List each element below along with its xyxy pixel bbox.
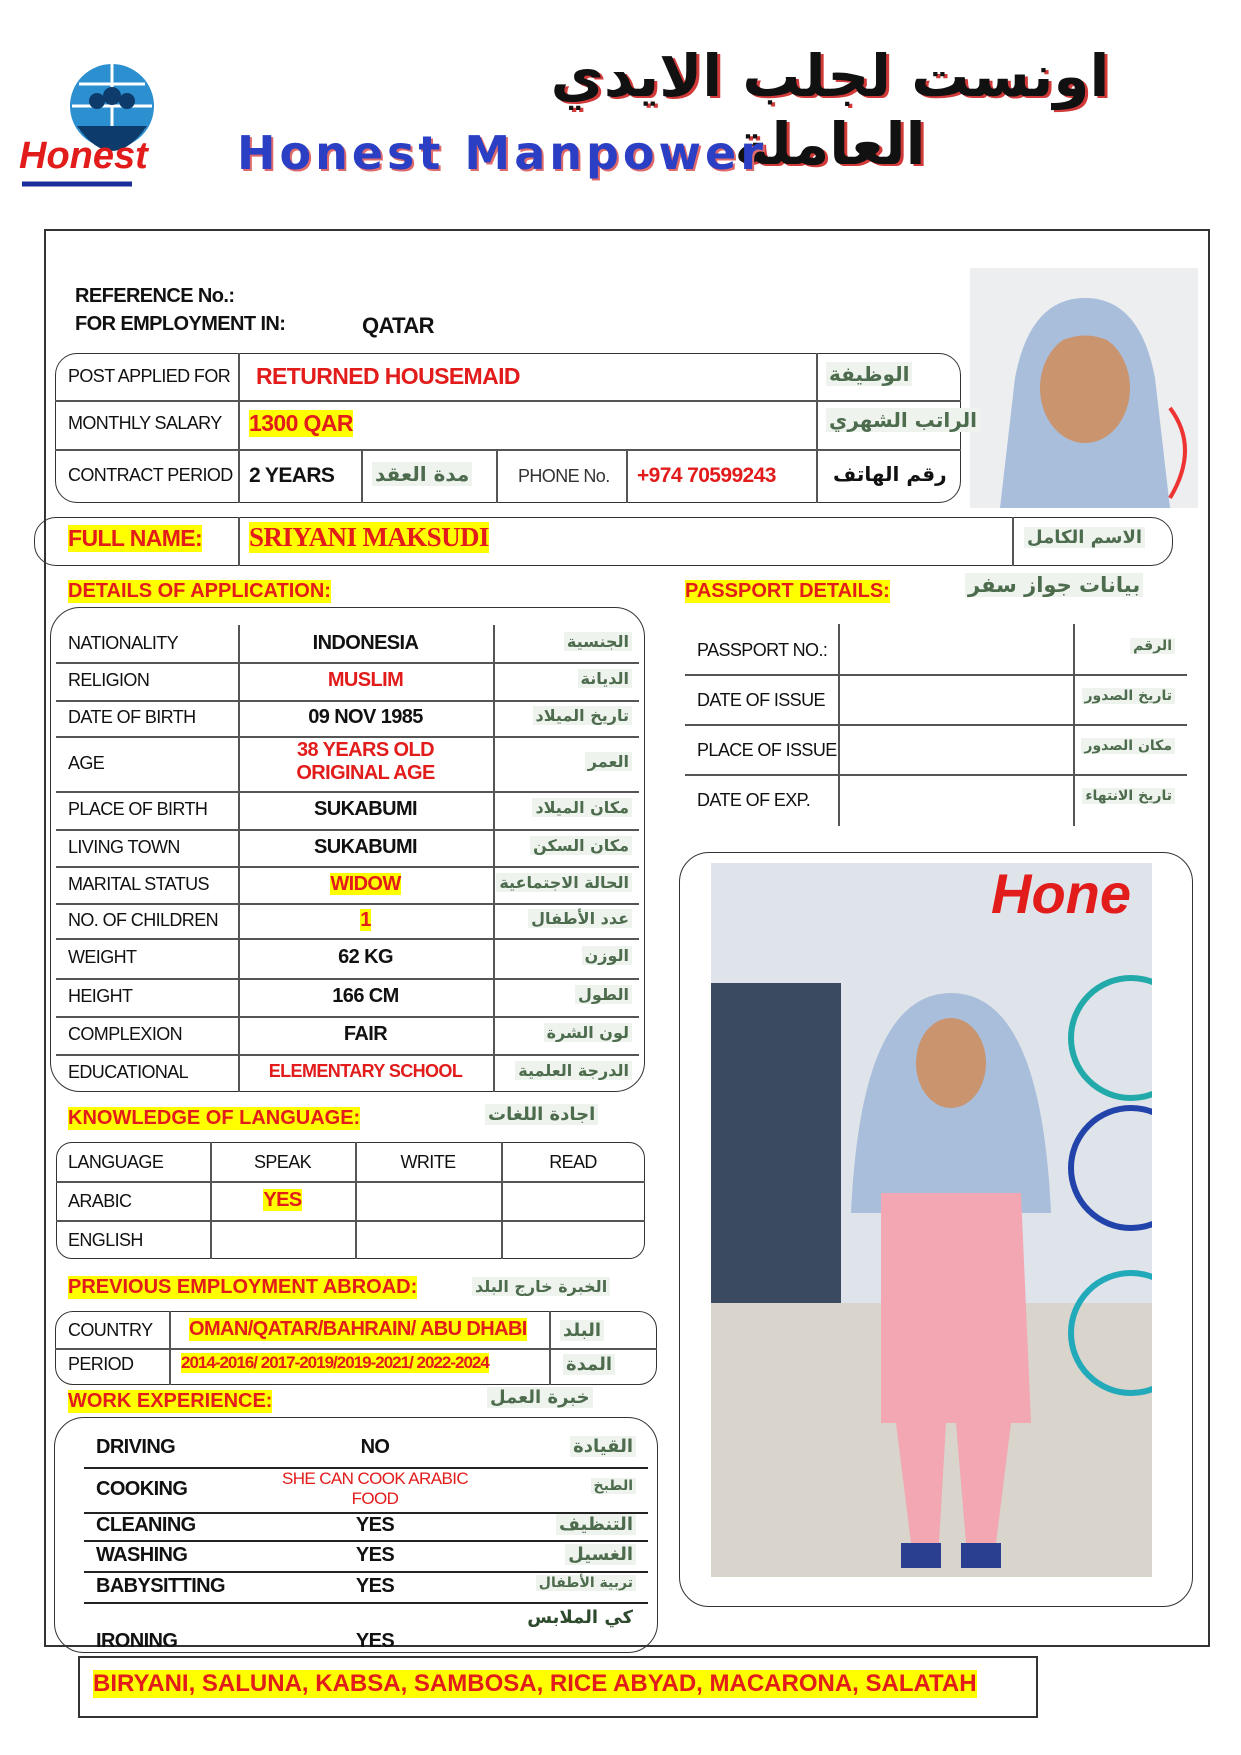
language-column-header: READ (549, 1152, 597, 1172)
language-heading: KNOWLEDGE OF LANGUAGE: (68, 1107, 361, 1129)
row-divider (685, 724, 1187, 726)
details-label: RELIGION (68, 670, 150, 690)
full-name-value: SRIYANI MAKSUDI (249, 522, 489, 552)
details-value: 09 NOV 1985 (308, 706, 423, 728)
applicant-portrait-photo (970, 268, 1198, 508)
work-heading-ar: خبرة العمل (487, 1387, 593, 1408)
details-label-ar: مكان السكن (530, 836, 632, 855)
work-value: SHE CAN COOK ARABIC FOOD (281, 1469, 469, 1508)
passport-label-ar: مكان الصدور (1081, 738, 1175, 754)
salary-value: 1300 QAR (249, 410, 353, 436)
work-label: COOKING (96, 1477, 188, 1500)
work-label: CLEANING (96, 1514, 196, 1536)
work-value: NO (360, 1435, 390, 1458)
svg-text:Honest: Honest (19, 135, 148, 177)
details-label: EDUCATIONAL (68, 1062, 189, 1082)
work-label: DRIVING (96, 1435, 176, 1458)
details-label: NO. OF CHILDREN (68, 909, 219, 930)
work-value: YES (355, 1630, 395, 1652)
details-value: FAIR (343, 1023, 388, 1045)
country-label: COUNTRY (68, 1320, 153, 1340)
salary-label-ar: الراتب الشهري (826, 408, 980, 432)
post-value: RETURNED HOUSEMAID (256, 363, 520, 389)
period-label-ar: المدة (563, 1354, 615, 1375)
language-column-header: SPEAK (253, 1152, 312, 1172)
work-label-ar: كي الملابس (527, 1607, 633, 1628)
details-value (238, 873, 493, 896)
row-divider (56, 662, 639, 664)
details-label: WEIGHT (68, 947, 137, 967)
work-label: BABYSITTING (96, 1574, 225, 1597)
full-name-label-ar: الاسم الكامل (1024, 527, 1145, 548)
reference-label: REFERENCE No.: (75, 285, 235, 307)
language-name: ARABIC (68, 1191, 132, 1211)
details-value (238, 909, 493, 932)
period-label: PERIOD (68, 1354, 134, 1374)
previous-heading: PREVIOUS EMPLOYMENT ABROAD: (68, 1276, 418, 1298)
details-label: MARITAL STATUS (68, 873, 209, 894)
row-divider (56, 938, 639, 940)
details-label-ar: الطول (575, 985, 632, 1004)
details-value: 62 KG (338, 946, 393, 968)
details-value: SUKABUMI (314, 835, 417, 858)
details-label: AGE (68, 752, 105, 773)
employment-label: FOR EMPLOYMENT IN: (75, 313, 286, 335)
details-label-ar: عدد الأطفال (528, 909, 632, 928)
work-label-ar: التنظيف (556, 1514, 636, 1535)
details-value-line2: ORIGINAL AGE (296, 762, 435, 784)
details-value: INDONESIA (312, 631, 419, 654)
row-divider (84, 1571, 648, 1573)
details-label: LIVING TOWN (68, 836, 180, 857)
details-label-ar: مكان الميلاد (532, 798, 632, 817)
row-divider (56, 903, 639, 905)
full-name-label: FULL NAME: (68, 525, 203, 551)
passport-label: PLACE OF ISSUE (697, 740, 837, 760)
language-speak (210, 1189, 355, 1212)
details-label-ar: لون الشرة (544, 1023, 632, 1042)
row-divider (56, 978, 639, 980)
work-label-ar: القيادة (570, 1436, 636, 1457)
language-column-header: WRITE (400, 1152, 456, 1172)
work-label: WASHING (96, 1543, 188, 1566)
details-label-ar: تاريخ الميلاد (533, 706, 632, 725)
svg-text:Hone: Hone (991, 863, 1131, 925)
row-divider (56, 1054, 639, 1056)
work-label-ar: الغسيل (565, 1544, 636, 1565)
period-value: 2014-2016/ 2017-2019/2019-2021/ 2022-2024 (181, 1353, 489, 1372)
details-label-ar: الجنسية (564, 632, 632, 651)
details-value: MUSLIM (327, 669, 404, 691)
cooking-dishes: BIRYANI, SALUNA, KABSA, SAMBOSA, RICE ABYAD, MACARONA, SALATAH (93, 1670, 977, 1697)
company-title: Honest Manpower (237, 126, 767, 180)
details-label-ar: الديانة (578, 669, 632, 688)
row-divider (56, 1016, 639, 1018)
passport-label-ar: الرقم (1130, 638, 1175, 654)
language-heading-ar: اجادة اللغات (485, 1104, 598, 1125)
details-label: NATIONALITY (68, 632, 179, 653)
passport-label: DATE OF ISSUE (697, 690, 825, 710)
passport-heading: PASSPORT DETAILS: (685, 580, 890, 602)
details-heading: DETAILS OF APPLICATION: (68, 580, 331, 602)
applicant-full-body-photo (711, 863, 1152, 1577)
previous-heading-ar: الخبرة خارج البلد (472, 1277, 610, 1296)
row-divider (56, 736, 639, 738)
passport-label: PASSPORT NO.: (697, 640, 828, 660)
details-label-ar: الحالة الاجتماعية (496, 873, 632, 892)
details-label-ar: العمر (585, 752, 632, 771)
work-label-ar: الطبخ (591, 1478, 637, 1494)
details-value: ELEMENTARY SCHOOL (268, 1061, 463, 1081)
details-value-highlight: 1 (360, 908, 371, 931)
employment-country: QATAR (362, 313, 434, 338)
details-label-ar: الدرجة العلمية (515, 1061, 632, 1080)
phone-label: PHONE No. (518, 466, 610, 486)
country-value: OMAN/QATAR/BAHRAIN/ ABU DHABI (189, 1318, 527, 1340)
country-label-ar: البلد (560, 1320, 604, 1341)
row-divider (685, 674, 1187, 676)
work-heading: WORK EXPERIENCE: (68, 1390, 273, 1412)
row-divider (56, 866, 639, 868)
work-label: IRONING (96, 1630, 178, 1652)
contract-label: CONTRACT PERIOD (68, 465, 233, 485)
details-label: HEIGHT (68, 986, 133, 1006)
post-label: POST APPLIED FOR (68, 366, 231, 386)
language-name: ENGLISH (68, 1230, 143, 1250)
details-label-ar: الوزن (582, 946, 632, 965)
details-value: SUKABUMI (314, 798, 417, 820)
language-column-header: LANGUAGE (68, 1152, 164, 1172)
passport-label-ar: تاريخ الصدور (1082, 688, 1176, 704)
details-label: DATE OF BIRTH (68, 707, 196, 727)
work-value: YES (355, 1574, 395, 1597)
row-divider (56, 829, 639, 831)
work-label-ar: تربية الأطفال (536, 1575, 636, 1591)
phone-value: +974 70599243 (637, 464, 776, 487)
work-value: YES (355, 1514, 395, 1536)
passport-label-ar: تاريخ الانتهاء (1082, 788, 1175, 804)
post-label-ar: الوظيفة (826, 362, 912, 386)
details-label: COMPLEXION (68, 1024, 183, 1044)
phone-label-ar: رقم الهاتف (833, 462, 947, 486)
details-value: 38 YEARS OLD (297, 739, 434, 761)
passport-heading-ar: بيانات جواز سفر (965, 573, 1143, 597)
details-value: 166 CM (332, 985, 399, 1007)
work-value: YES (355, 1543, 395, 1566)
company-logo (17, 56, 195, 196)
full-name-row (34, 517, 1173, 566)
language-speak-value: YES (263, 1189, 302, 1211)
contract-value: 2 YEARS (249, 464, 335, 487)
row-divider (84, 1540, 648, 1542)
passport-label: DATE OF EXP. (697, 790, 811, 810)
salary-label: MONTHLY SALARY (68, 413, 222, 433)
row-divider (56, 791, 639, 793)
details-value-highlight: WIDOW (330, 872, 401, 895)
arabic-company-title: اونست لجلب الايدي العاملة (550, 42, 1110, 178)
details-label: PLACE OF BIRTH (68, 799, 208, 819)
row-divider (685, 774, 1187, 776)
contract-label-ar: مدة العقد (372, 462, 472, 486)
row-divider (56, 700, 639, 702)
row-divider (84, 1602, 648, 1604)
